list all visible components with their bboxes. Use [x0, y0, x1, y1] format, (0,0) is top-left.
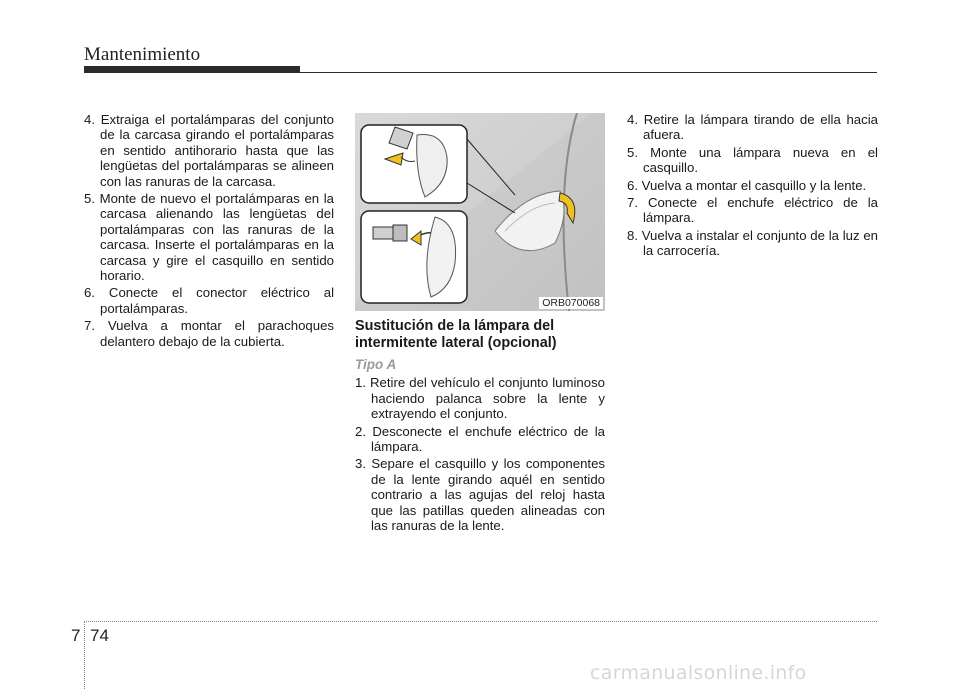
watermark: carmanualsonline.info: [590, 662, 807, 684]
left-step-6: 6. Conecte el conector eléctrico al portalámparas.: [84, 285, 334, 316]
mid-step-1: 1. Retire del vehículo el conjunto luminoso haciendo palanca sobre la lente y extrayendo el conjunto.: [355, 375, 605, 422]
right-step-6: 6. Vuelva a montar el casquillo y la lente.: [627, 177, 867, 193]
right-steps-list: [627, 112, 878, 259]
footer-divider: [84, 621, 85, 689]
chapter-number: 7: [71, 626, 81, 645]
header-rule-thin: [84, 72, 877, 73]
section-title: Sustitución de la lámpara del intermitente lateral (opcional): [355, 318, 557, 351]
page-header-title: Mantenimiento: [84, 44, 201, 65]
right-step-5: 5. Monte una lámpara nueva en el casquillo.: [627, 144, 878, 176]
right-column: [627, 112, 878, 261]
left-step-5: 5. Monte de nuevo el portalámparas en la carcasa alienando las lengüetas del portalámparas con las ranuras de la carcasa. Inserte el portalámparas en la carcasa y gire el casquillo en sentido horario.: [84, 191, 334, 284]
mid-step-3: 3. Separe el casquillo y los componentes de la lente girando aquél en sentido contrario a las agujas del reloj hasta que las patillas queden alineadas con las ranuras de la lente.: [355, 456, 605, 534]
figure-caption: ORB070068: [539, 297, 603, 309]
right-step-8: 8. Vuelva a instalar el conjunto de la luz en la carrocería.: [627, 227, 878, 259]
side-repeater-illustration: [355, 113, 605, 311]
right-step-4: 4. Retire la lámpara tirando de ella hacia afuera.: [627, 112, 878, 143]
middle-column: [355, 318, 605, 535]
left-step-7: 7. Vuelva a montar el parachoques delantero debajo de la cubierta.: [84, 318, 334, 349]
right-step-7: 7. Conecte el enchufe eléctrico de la lámpara.: [627, 195, 878, 226]
middle-steps-list: [355, 375, 605, 533]
illustration-drawing: [355, 113, 605, 311]
left-column: [84, 112, 334, 351]
footer-rule: [84, 621, 877, 622]
mid-step-2: 2. Desconecte el enchufe eléctrico de la lámpara.: [355, 423, 605, 455]
section-subtitle: Tipo A: [355, 357, 397, 372]
left-steps-list: [84, 112, 334, 349]
left-step-4: 4. Extraiga el portalámparas del conjunto de la carcasa girando el portalámparas en sentido antihorario hasta que las lengüetas del portalámparas se alineen con las ranuras de la carcasa.: [84, 112, 334, 189]
page-number: 74: [90, 626, 109, 645]
